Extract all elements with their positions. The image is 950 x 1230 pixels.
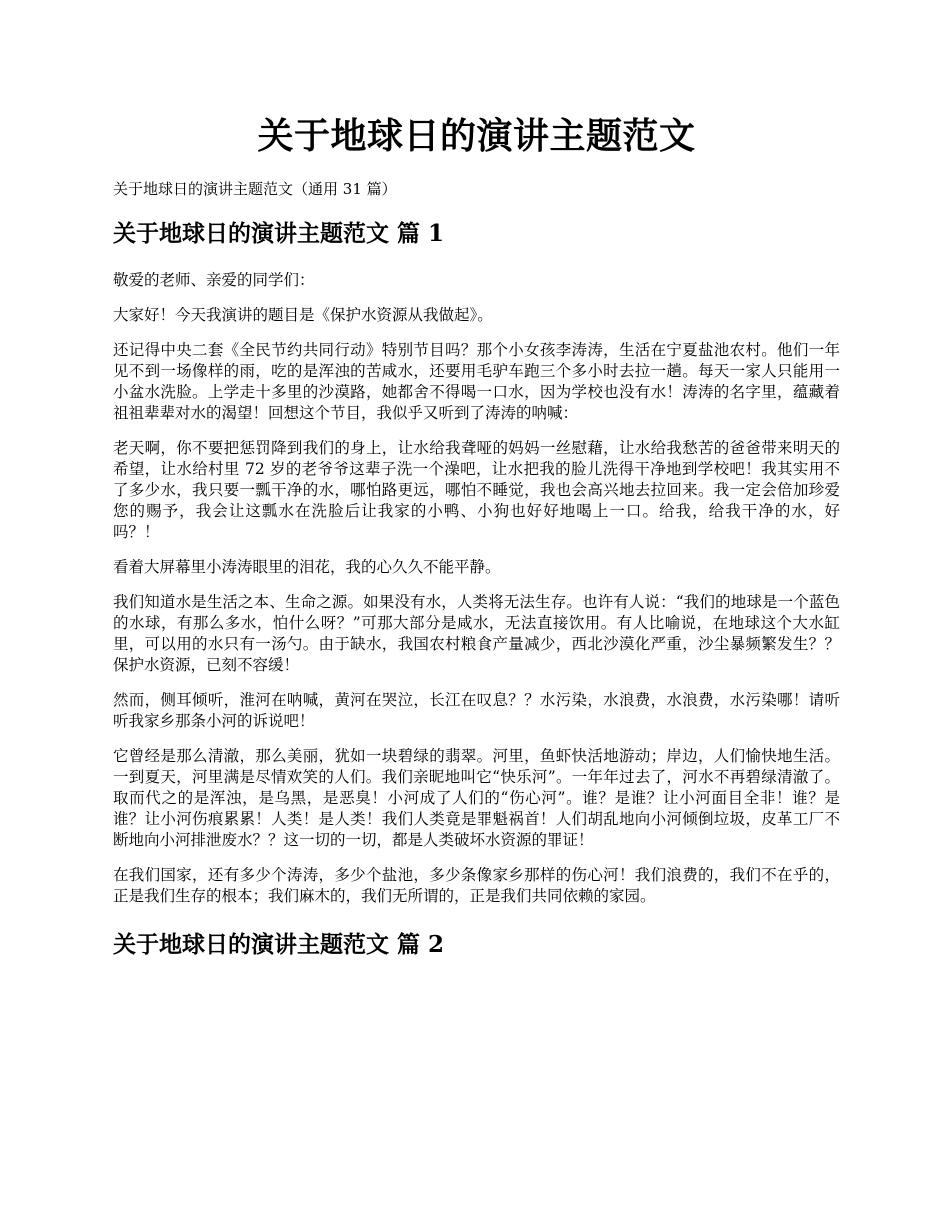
document-subtitle: 关于地球日的演讲主题范文（通用 31 篇）	[113, 180, 397, 198]
paragraph-plea: 老天啊，你不要把惩罚降到我们的身上，让水给我聋哑的妈妈一丝慰藉，让水给我愁苦的爸爸带来明天的希望，让水给村里 72 岁的老爷爷这辈子洗一个澡吧，让水把我的脸儿洗得干净地到学校吧！我其实用不了多少水，我只要一瓢干净的水，哪怕路更远，哪怕不睡觉，我也会高兴地去拉回来。我一定会倍加珍爱您的赐予，我会让这瓢水在洗脸后让我家的小鸭、小狗也好好地喝上一口。给我，给我干净的水，好吗？！	[113, 439, 840, 541]
paragraph-greeting: 敬爱的老师、亲爱的同学们：	[113, 271, 315, 289]
section-heading-2: 关于地球日的演讲主题范文 篇 2	[113, 931, 445, 958]
paragraph-tv-program: 还记得中央二套《全民节约共同行动》特别节目吗？那个小女孩李涛涛，生活在宁夏盐池农村。他们一年见不到一场像样的雨，吃的是浑浊的苦咸水，还要用毛驴车跑三个多小时去拉一趟。每天一家人只能用一小盆水洗脸。上学走十多里的沙漠路，她都舍不得喝一口水，因为学校也没有水！涛涛的名字里，蕴藏着祖祖辈辈对水的渴望！回想这个节目，我似乎又听到了涛涛的呐喊：	[113, 341, 840, 422]
paragraph-water-source: 我们知道水是生活之本、生命之源。如果没有水，人类将无法生存。也许有人说：“我们的地球是一个蓝色的水球，有那么多水，怕什么呀？”可那大部分是咸水，无法直接饮用。有人比喻说，在地球这个大水缸里，可以用的水只有一汤勺。由于缺水，我国农村粮食产量减少，西北沙漠化严重，沙尘暴频繁发生？？保护水资源，已刻不容缓！	[113, 593, 840, 674]
paragraph-conclusion: 在我们国家，还有多少个涛涛，多少个盐池，多少条像家乡那样的伤心河！我们浪费的，我们不在乎的，正是我们生存的根本；我们麻木的，我们无所谓的，正是我们共同依赖的家园。	[113, 866, 840, 905]
paragraph-intro: 大家好！今天我演讲的题目是《保护水资源从我做起》。	[113, 306, 493, 324]
paragraph-hometown-river: 它曾经是那么清澈，那么美丽，犹如一块碧绿的翡翠。河里，鱼虾快活地游动；岸边，人们愉快地生活。一到夏天，河里满是尽情欢笑的人们。我们亲昵地叫它“快乐河”。一年年过去了，河水不再碧绿清澈了。取而代之的是浑浊，是乌黑，是恶臭！小河成了人们的“伤心河”。谁？是谁？让小河面目全非！谁？是谁？让小河伤痕累累！人类！是人类！我们人类竟是罪魁祸首！人们胡乱地向小河倾倒垃圾，皮革工厂不断地向小河排泄废水？？这一切的一切，都是人类破坏水资源的罪证！	[113, 747, 840, 849]
section-heading-1: 关于地球日的演讲主题范文 篇 1	[113, 220, 445, 247]
page-title: 关于地球日的演讲主题范文	[257, 115, 696, 157]
document-page	[113, 112, 840, 961]
paragraph-rivers: 然而，侧耳倾听，淮河在呐喊，黄河在哭泣，长江在叹息？？水污染，水浪费，水浪费，水污染哪！请听听我家乡那条小河的诉说吧！	[113, 691, 840, 730]
paragraph-tears: 看着大屏幕里小涛涛眼里的泪花，我的心久久不能平静。	[113, 558, 501, 576]
